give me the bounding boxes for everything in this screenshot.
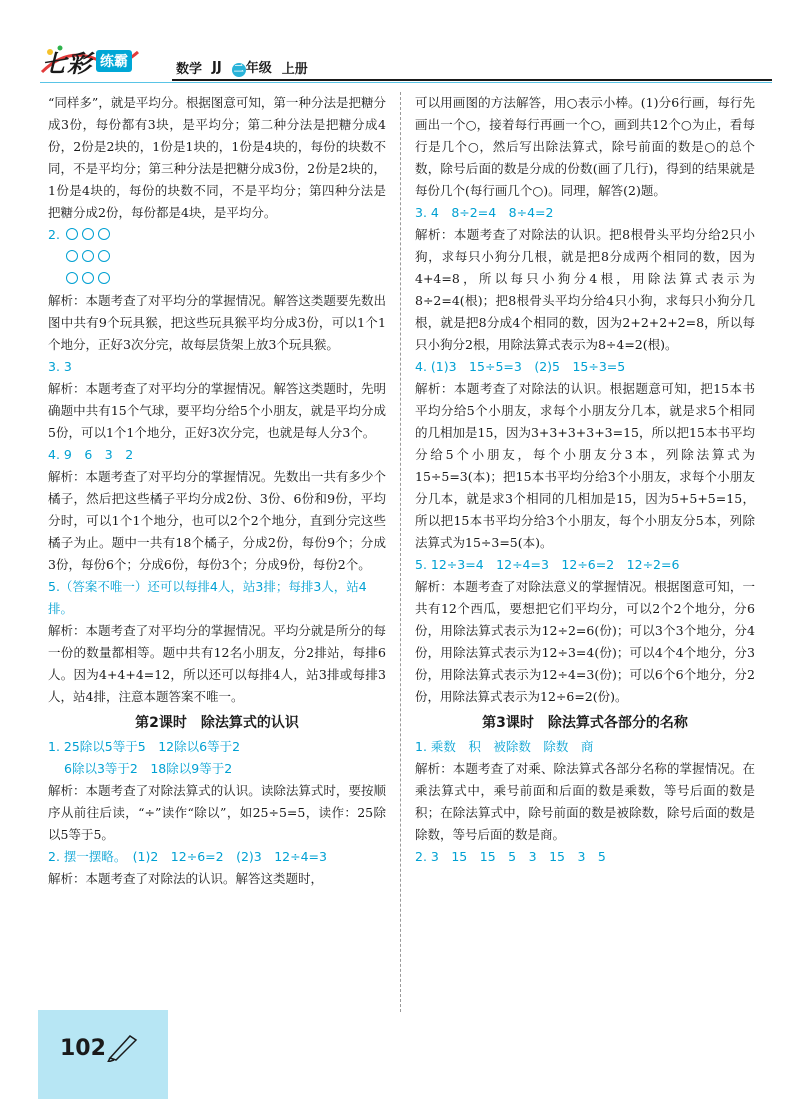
r-q5-explanation: 解析：本题考查了对除法意义的掌握情况。根据图意可知，一共有12个西瓜，要想把它们平均分，可以2个2个地分，分6份，用除法算式表示为12÷2=6(份)；可以3个3个地分，分4份，用除法算式表示为12÷3=4(份)；可以4个4个地分，分3份，用除法算式表示为12÷4=3(份)；可以6个6个地分，分2份，用除法算式表示为12÷6=2(份)。 (415, 579, 755, 704)
right-continuation: 可以用画图的方法解答，用○表示小棒。(1)分6行画，每行先画出一个○，接着每行再画一个○，画到共12个○为止，看每行是几个○，然后写出除法算式，除号前面的数是○的总个数，除号后面的数是分成的份数(画了几行)，得到的结果就是每份几个(每行画几个○)。同理，解答(2)题。 (415, 95, 755, 198)
l2-q1-answer-a: 1. 25除以5等于5 12除以6等于2 (48, 739, 241, 754)
q2-row-3 (48, 268, 386, 290)
header-edition: JJ (212, 59, 222, 75)
header-grade-label: 年级 (245, 61, 272, 76)
r-q3-answer: 3. 4 8÷2=4 8÷4=2 (415, 205, 554, 220)
l3-q1-explanation: 解析：本题考查了对乘、除法算式各部分名称的掌握情况。在乘法算式中，乘号前面和后面的数是乘数，等号后面的数是积；在除法算式中，除号前面的数是被除数，除号后面的数是除数，等号后面的数是商。 (415, 761, 755, 842)
lesson2-title: 第2课时 除法算式的认识 (135, 715, 299, 731)
l2-q2-explanation: 解析：本题考查了对除法的认识。解答这类题时， (48, 871, 324, 886)
circle-icon (98, 250, 110, 262)
q3-answer: 3. 3 (48, 359, 72, 374)
q2-explanation: 解析：本题考查了对平均分的掌握情况。解答这类题要先数出图中共有9个玩具猴，把这些玩具猴平均分成3份，可以1个1个地分，正好3次分完，故每层货架上放3个玩具猴。 (48, 293, 386, 352)
r-q4-explanation: 解析：本题考查了对除法的认识。根据题意可知，把15本书平均分给5个小朋友，求每个小朋友分几本，就是求5个相同的几相加是15，因为3+3+3+3+3=15，所以把15本书平均分给5个小朋友，每个小朋友分3本，列除法算式为15÷5=3(本)；把15本书平均分给3个小朋友，求每个小朋友分几本，就是求3个相同的几相加是15，因为5+5+5=15，所以把15本书平均分给3个小朋友，每个小朋友分5本，列除法算式为15÷3=5(本)。 (415, 381, 755, 550)
header-rule (172, 79, 772, 81)
header-info (176, 57, 308, 77)
header-rule-blue (40, 82, 772, 83)
l2-q1-explanation: 解析：本题考查了对除法算式的认识。读除法算式时，要按顺序从前往后读，“÷”读作“除以”，如25÷5=5，读作：25除以5等于5。 (48, 783, 386, 842)
circle-icon (66, 228, 78, 240)
circle-icon (98, 228, 110, 240)
l2-q1-answer-b: 6除以3等于2 18除以9等于2 (64, 761, 233, 776)
q3-explanation: 解析：本题考查了对平均分的掌握情况。解答这类题时，先明确题中共有15个气球，要平均分给5个小朋友，就是平均分成5份，可以1个1个地分，正好3次分完，也就是每人分3个。 (48, 381, 386, 440)
right-column (415, 92, 755, 868)
l2-q2-answer: 2. 摆一摆略。 (1)2 12÷6=2 (2)3 12÷4=3 (48, 849, 327, 864)
page-number: 102 (60, 1036, 106, 1061)
header-volume: 上册 (281, 61, 308, 77)
q5-explanation: 解析：本题考查了对平均分的掌握情况。平均分就是所分的每一份的数量都相等。题中共有12名小朋友，分2排站，每排6人。因为4+4+4=12，所以还可以每排4人，站3排或每排3人，站4排，注意本题答案不唯一。 (48, 623, 386, 704)
logo-text: 七彩 (42, 50, 92, 78)
page-header (0, 0, 800, 80)
q4-answer: 4. 9 6 3 2 (48, 447, 134, 462)
header-subject: 数学 (176, 61, 203, 77)
l3-q1-answer: 1. 乘数 积 被除数 除数 商 (415, 739, 594, 754)
r-q3-explanation: 解析：本题考查了对除法的认识。把8根骨头平均分给2只小狗，求每只小狗分几根，就是把8分成两个相同的数，因为4+4=8，所以每只小狗分4根，用除法算式表示为8÷2=4(根)；把8根骨头平均分给4只小狗，求每只小狗分几根，就是把8分成4个相同的数，因为2+2+2+2=8，所以每只小狗分2根，用除法算式表示为8÷4=2(根)。 (415, 227, 755, 352)
circle-icon (66, 250, 78, 262)
header-grade (232, 57, 272, 77)
q5-answer: 5.（答案不唯一）还可以每排4人，站3排；每排3人，站4排。 (48, 579, 367, 616)
q2-row-2 (48, 246, 386, 268)
logo-tag: 练霸 (96, 50, 132, 72)
q2-number: 2. (48, 227, 60, 242)
grade-number-badge: 二 (233, 64, 244, 75)
r-q5-answer: 5. 12÷3=4 12÷4=3 12÷6=2 12÷2=6 (415, 557, 680, 572)
circle-icon (82, 272, 94, 284)
pencil-icon (104, 1032, 140, 1062)
l3-q2-answer: 2. 3 15 15 5 3 15 3 5 (415, 849, 606, 864)
left-intro: “同样多”，就是平均分。根据图意可知，第一种分法是把糖分成3份，每份都有3块，是平均分；第二种分法是把糖分成4份，2份是2块的，1份是1块的，1份是4块的，每份的块数不同，不是平均分；第三种分法是把糖分成3份，2份是2块的，1份是4块的，每份的块数不同，不是平均分；第四种分法是把糖分成2份，每份都是4块，是平均分。 (48, 95, 386, 220)
circle-icon (82, 228, 94, 240)
left-column (48, 92, 386, 890)
lesson3-title: 第3课时 除法算式各部分的名称 (482, 715, 688, 731)
q2-answer (48, 224, 386, 290)
circle-icon (98, 272, 110, 284)
column-divider (400, 92, 401, 1012)
r-q4-answer: 4. (1)3 15÷5=3 (2)5 15÷3=5 (415, 359, 626, 374)
q4-explanation: 解析：本题考查了对平均分的掌握情况。先数出一共有多少个橘子，然后把这些橘子平均分成2份、3份、6份和9份，平均分时，可以1个1个地分，也可以2个2个地分，直到分完这些橘子为止。题中一共有18个橘子，分成2份，每份9个；分成3份，每份6个；分成6份，每份3个；分成9份，每份2个。 (48, 469, 386, 572)
q2-row-1 (48, 224, 386, 246)
circle-icon (82, 250, 94, 262)
circle-icon (66, 272, 78, 284)
